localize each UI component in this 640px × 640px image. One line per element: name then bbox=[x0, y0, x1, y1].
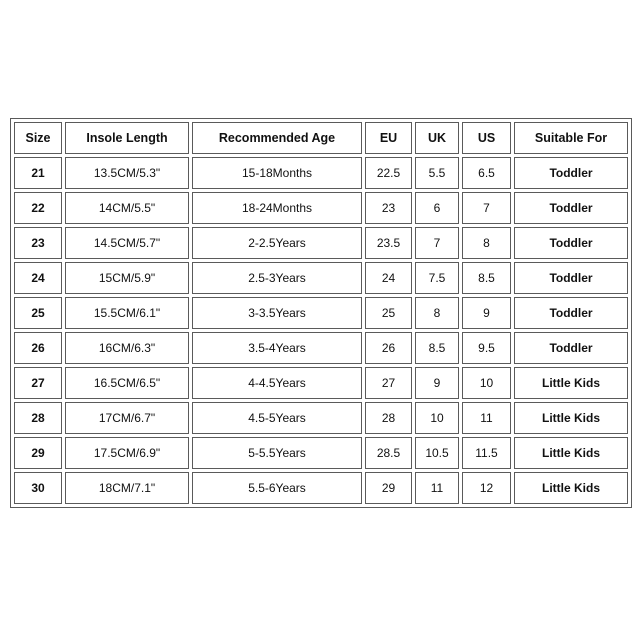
header-row bbox=[14, 122, 628, 154]
cell-uk: 9 bbox=[415, 367, 459, 399]
cell-us: 8.5 bbox=[462, 262, 511, 294]
cell-insole-length: 18CM/7.1" bbox=[65, 472, 189, 504]
table-body bbox=[14, 157, 628, 504]
cell-us: 12 bbox=[462, 472, 511, 504]
cell-recommended-age: 18-24Months bbox=[192, 192, 362, 224]
cell-size: 25 bbox=[14, 297, 62, 329]
header-eu: EU bbox=[365, 122, 412, 154]
cell-us: 11.5 bbox=[462, 437, 511, 469]
cell-recommended-age: 2.5-3Years bbox=[192, 262, 362, 294]
cell-uk: 10 bbox=[415, 402, 459, 434]
cell-recommended-age: 5-5.5Years bbox=[192, 437, 362, 469]
cell-uk: 6 bbox=[415, 192, 459, 224]
cell-uk: 8.5 bbox=[415, 332, 459, 364]
cell-uk: 11 bbox=[415, 472, 459, 504]
cell-recommended-age: 2-2.5Years bbox=[192, 227, 362, 259]
cell-uk: 10.5 bbox=[415, 437, 459, 469]
cell-eu: 23.5 bbox=[365, 227, 412, 259]
cell-us: 6.5 bbox=[462, 157, 511, 189]
cell-suitable-for: Toddler bbox=[514, 297, 628, 329]
cell-suitable-for: Toddler bbox=[514, 332, 628, 364]
cell-recommended-age: 4-4.5Years bbox=[192, 367, 362, 399]
cell-eu: 29 bbox=[365, 472, 412, 504]
cell-recommended-age: 3-3.5Years bbox=[192, 297, 362, 329]
cell-size: 26 bbox=[14, 332, 62, 364]
cell-uk: 8 bbox=[415, 297, 459, 329]
cell-recommended-age: 3.5-4Years bbox=[192, 332, 362, 364]
cell-us: 7 bbox=[462, 192, 511, 224]
cell-eu: 24 bbox=[365, 262, 412, 294]
cell-insole-length: 17CM/6.7" bbox=[65, 402, 189, 434]
table-row bbox=[14, 402, 628, 434]
table-row bbox=[14, 262, 628, 294]
cell-insole-length: 17.5CM/6.9" bbox=[65, 437, 189, 469]
cell-recommended-age: 5.5-6Years bbox=[192, 472, 362, 504]
table-row bbox=[14, 227, 628, 259]
cell-suitable-for: Toddler bbox=[514, 157, 628, 189]
table-row bbox=[14, 297, 628, 329]
cell-suitable-for: Toddler bbox=[514, 192, 628, 224]
header-size: Size bbox=[14, 122, 62, 154]
cell-insole-length: 15.5CM/6.1" bbox=[65, 297, 189, 329]
cell-insole-length: 14.5CM/5.7" bbox=[65, 227, 189, 259]
cell-us: 8 bbox=[462, 227, 511, 259]
cell-suitable-for: Toddler bbox=[514, 262, 628, 294]
cell-size: 22 bbox=[14, 192, 62, 224]
table-row bbox=[14, 332, 628, 364]
cell-eu: 25 bbox=[365, 297, 412, 329]
table-row bbox=[14, 437, 628, 469]
cell-insole-length: 14CM/5.5" bbox=[65, 192, 189, 224]
cell-us: 9 bbox=[462, 297, 511, 329]
cell-suitable-for: Little Kids bbox=[514, 402, 628, 434]
cell-eu: 26 bbox=[365, 332, 412, 364]
cell-size: 27 bbox=[14, 367, 62, 399]
cell-uk: 7.5 bbox=[415, 262, 459, 294]
header-recommended-age: Recommended Age bbox=[192, 122, 362, 154]
cell-size: 30 bbox=[14, 472, 62, 504]
cell-suitable-for: Little Kids bbox=[514, 437, 628, 469]
cell-size: 21 bbox=[14, 157, 62, 189]
cell-insole-length: 16CM/6.3" bbox=[65, 332, 189, 364]
cell-us: 11 bbox=[462, 402, 511, 434]
cell-eu: 23 bbox=[365, 192, 412, 224]
cell-size: 24 bbox=[14, 262, 62, 294]
table-row bbox=[14, 367, 628, 399]
cell-recommended-age: 4.5-5Years bbox=[192, 402, 362, 434]
cell-size: 28 bbox=[14, 402, 62, 434]
cell-insole-length: 13.5CM/5.3" bbox=[65, 157, 189, 189]
header-us: US bbox=[462, 122, 511, 154]
cell-uk: 5.5 bbox=[415, 157, 459, 189]
cell-uk: 7 bbox=[415, 227, 459, 259]
cell-insole-length: 15CM/5.9" bbox=[65, 262, 189, 294]
cell-size: 23 bbox=[14, 227, 62, 259]
header-uk: UK bbox=[415, 122, 459, 154]
cell-eu: 28.5 bbox=[365, 437, 412, 469]
table-row bbox=[14, 472, 628, 504]
header-insole-length: Insole Length bbox=[65, 122, 189, 154]
table-row bbox=[14, 157, 628, 189]
cell-recommended-age: 15-18Months bbox=[192, 157, 362, 189]
cell-suitable-for: Little Kids bbox=[514, 472, 628, 504]
cell-eu: 22.5 bbox=[365, 157, 412, 189]
cell-us: 9.5 bbox=[462, 332, 511, 364]
size-chart-table bbox=[10, 118, 632, 508]
cell-insole-length: 16.5CM/6.5" bbox=[65, 367, 189, 399]
cell-eu: 28 bbox=[365, 402, 412, 434]
cell-suitable-for: Little Kids bbox=[514, 367, 628, 399]
cell-eu: 27 bbox=[365, 367, 412, 399]
cell-suitable-for: Toddler bbox=[514, 227, 628, 259]
table-row bbox=[14, 192, 628, 224]
header-suitable-for: Suitable For bbox=[514, 122, 628, 154]
cell-size: 29 bbox=[14, 437, 62, 469]
cell-us: 10 bbox=[462, 367, 511, 399]
